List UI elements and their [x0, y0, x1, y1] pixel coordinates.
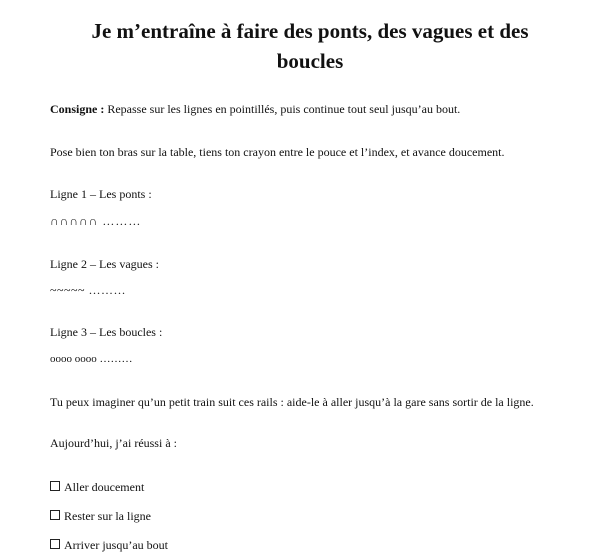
instruction-label: Consigne :: [50, 102, 105, 116]
exercise-3-label: Ligne 3 – Les boucles :: [50, 325, 163, 339]
posture-text: Pose bien ton bras sur la table, tiens ton crayon entre le pouce et l’index, et avance doucement.: [50, 145, 505, 159]
exercise-1-pattern: ∩∩∩∩∩ ………: [50, 214, 142, 228]
checklist-item-1-label: Aller doucement: [64, 480, 145, 494]
checklist-item-1: [50, 479, 144, 495]
exercise-3-pattern: oooo oooo ………: [50, 353, 133, 365]
success-heading: Aujourd’hui, j’ai réussi à :: [50, 436, 177, 450]
checkbox-3[interactable]: [50, 539, 60, 549]
checklist-item-2: [50, 508, 151, 524]
checkbox-1[interactable]: [50, 481, 60, 491]
instruction-text: Repasse sur les lignes en pointillés, puis continue tout seul jusqu’au bout.: [107, 102, 461, 116]
checklist-item-2-label: Rester sur la ligne: [64, 509, 151, 523]
instruction: [50, 101, 460, 117]
exercise-2-pattern: ~~~~~ ………: [50, 283, 126, 297]
page-title: Je m’entraîne à faire des ponts, des vagues et des boucles: [91, 19, 529, 73]
train-text: Tu peux imaginer qu’un petit train suit ces rails : aide-le à aller jusqu’à la gare sans sortir de la ligne.: [50, 395, 534, 409]
checklist-item-3: [50, 537, 168, 553]
checklist-item-3-label: Arriver jusqu’au bout: [64, 538, 168, 552]
checkbox-2[interactable]: [50, 510, 60, 520]
exercise-1-label: Ligne 1 – Les ponts :: [50, 187, 152, 201]
exercise-2-label: Ligne 2 – Les vagues :: [50, 257, 159, 271]
